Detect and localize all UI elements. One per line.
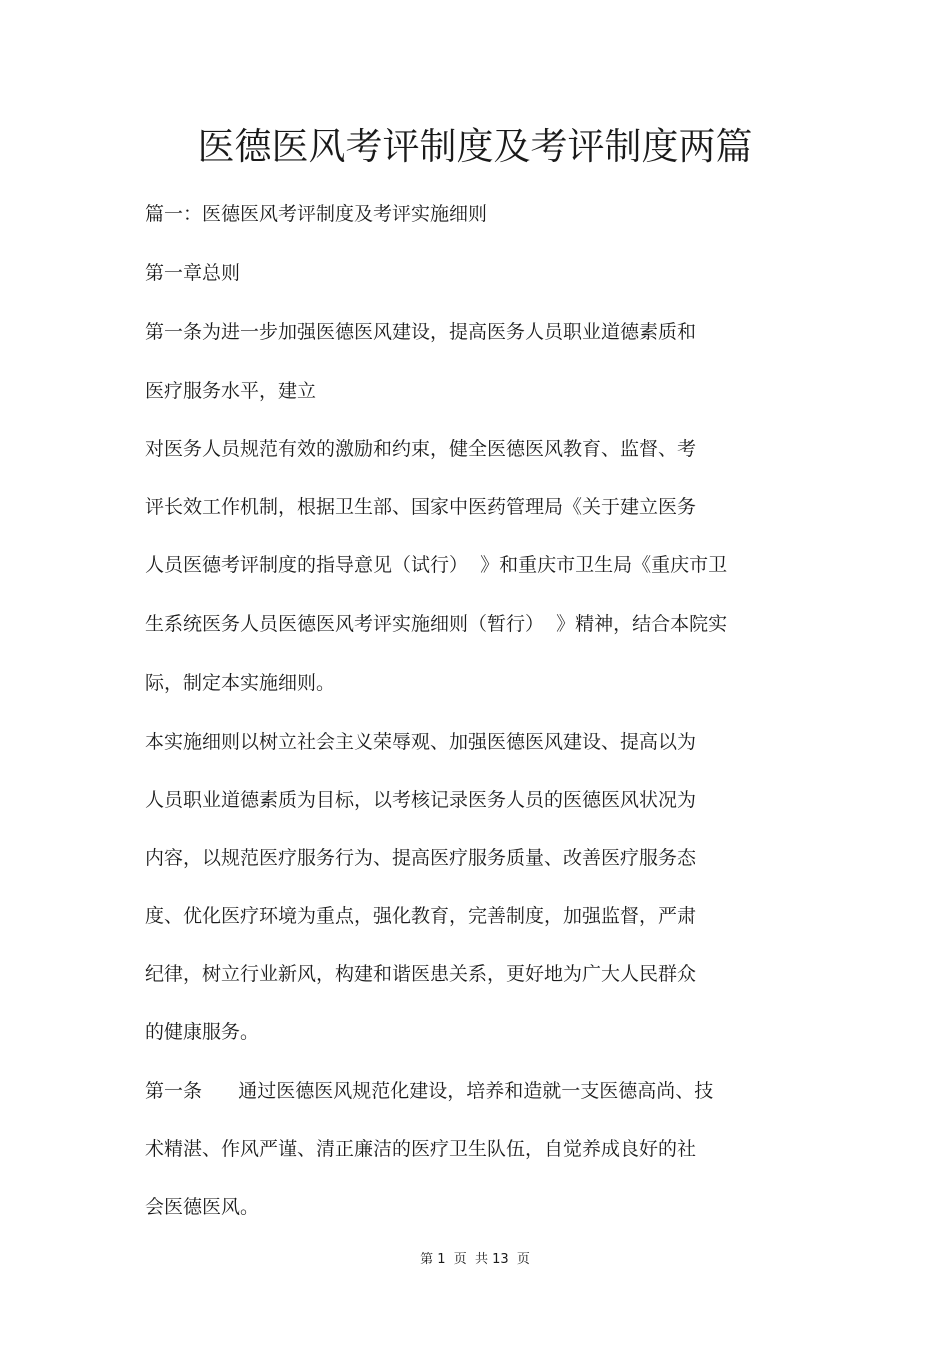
text-line: 第一条 通过医德医风规范化建设，培养和造就一支医德高尚、技 [145, 1080, 714, 1102]
text-line: 内容，以规范医疗服务行为、提高医疗服务质量、改善医疗服务态 [145, 847, 697, 869]
text-line: 会医德医风。 [145, 1196, 260, 1218]
text-line: 际，制定本实施细则。 [145, 672, 336, 694]
text-line: 医疗服务水平，建立 [145, 380, 317, 402]
chapter-heading: 第一章总则 [145, 262, 241, 284]
page-title: 医德医风考评制度及考评制度两篇 [197, 125, 753, 168]
section-heading: 篇一：医德医风考评制度及考评实施细则 [145, 203, 488, 225]
text-line: 人员医德考评制度的指导意见（试行） 》和重庆市卫生局《重庆市卫 [145, 554, 728, 576]
text-line: 对医务人员规范有效的激励和约束，健全医德医风教育、监督、考 [145, 438, 697, 460]
text-line: 纪律，树立行业新风，构建和谐医患关系，更好地为广大人民群众 [145, 963, 697, 985]
page-footer: 第 1 页 共 13 页 [420, 1252, 530, 1267]
text-line: 评长效工作机制，根据卫生部、国家中医药管理局《关于建立医务 [145, 496, 697, 518]
text-line: 本实施细则以树立社会主义荣辱观、加强医德医风建设、提高以为 [145, 731, 697, 753]
text-line: 生系统医务人员医德医风考评实施细则（暂行） 》精神，结合本院实 [145, 613, 728, 635]
text-line: 的健康服务。 [145, 1021, 260, 1043]
text-line: 度、优化医疗环境为重点，强化教育，完善制度，加强监督，严肃 [145, 905, 697, 927]
text-line: 术精湛、作风严谨、清正廉洁的医疗卫生队伍，自觉养成良好的社 [145, 1138, 697, 1160]
text-line: 第一条为进一步加强医德医风建设，提高医务人员职业道德素质和 [145, 321, 697, 343]
text-line: 人员职业道德素质为目标，以考核记录医务人员的医德医风状况为 [145, 789, 697, 811]
